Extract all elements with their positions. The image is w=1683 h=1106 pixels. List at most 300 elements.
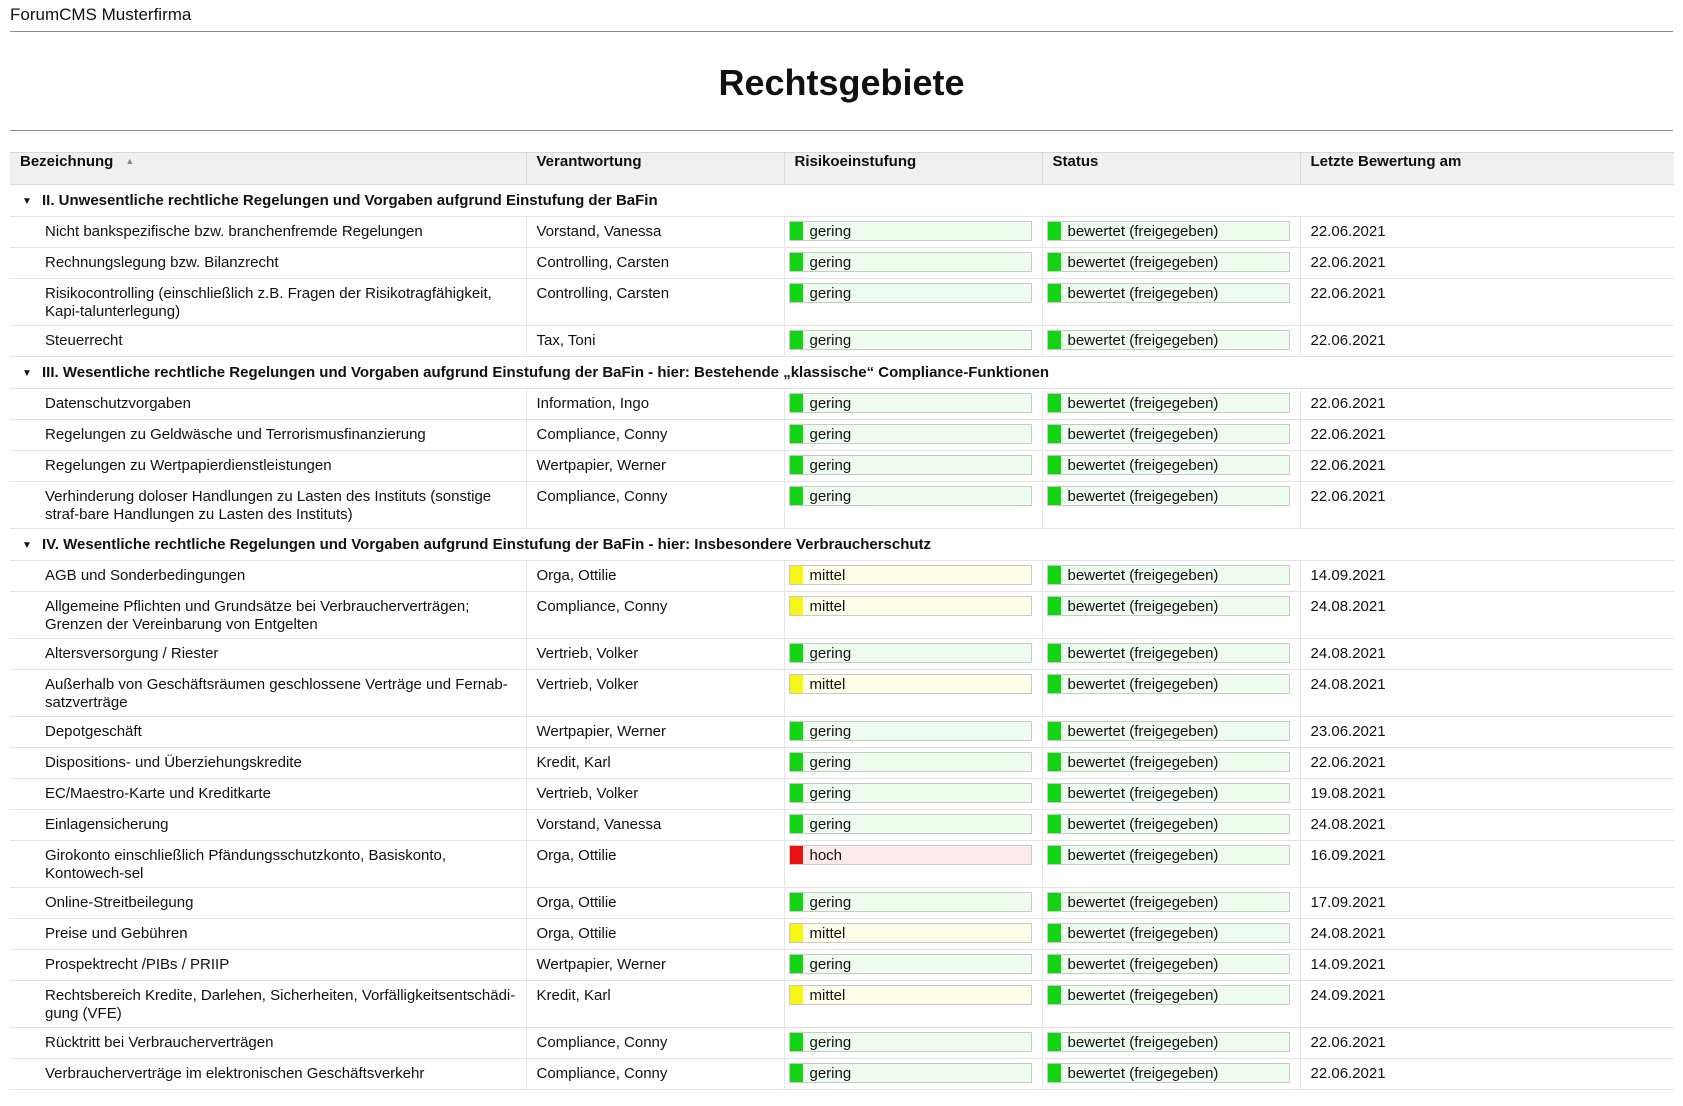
column-header-label: Bezeichnung bbox=[20, 153, 114, 170]
risk-level-indicator bbox=[790, 675, 803, 694]
cell-bezeichnung[interactable]: Außerhalb von Geschäftsräumen geschlossene Verträge und Fernab-satzverträge bbox=[45, 676, 508, 711]
risk-badge bbox=[789, 424, 1032, 444]
group-title: II. Unwesentliche rechtliche Regelungen und Vorgaben aufgrund Einstufung der BaFin bbox=[42, 192, 658, 209]
risk-level-indicator bbox=[790, 1064, 803, 1083]
cell-letzte-bewertung: 24.09.2021 bbox=[1300, 981, 1674, 1028]
cell-verantwortung: Vertrieb, Volker bbox=[526, 639, 784, 670]
status-label: bewertet (freigegeben) bbox=[1067, 956, 1219, 973]
status-badge bbox=[1047, 424, 1290, 444]
cell-risikoeinstufung bbox=[784, 841, 1042, 888]
collapse-caret-icon[interactable]: ▼ bbox=[22, 540, 32, 551]
cell-bezeichnung[interactable]: Einlagensicherung bbox=[45, 816, 169, 833]
status-indicator bbox=[1048, 597, 1061, 616]
risk-badge bbox=[789, 845, 1032, 865]
status-label: bewertet (freigegeben) bbox=[1067, 488, 1219, 505]
risk-label: gering bbox=[809, 956, 852, 973]
status-badge bbox=[1047, 393, 1290, 413]
cell-risikoeinstufung bbox=[784, 326, 1042, 357]
cell-verantwortung: Orga, Ottilie bbox=[526, 888, 784, 919]
status-indicator bbox=[1048, 675, 1061, 694]
risk-level-indicator bbox=[790, 784, 803, 803]
cell-status bbox=[1042, 279, 1300, 326]
risk-label: gering bbox=[809, 1065, 852, 1082]
status-label: bewertet (freigegeben) bbox=[1067, 332, 1219, 349]
status-badge bbox=[1047, 845, 1290, 865]
cell-status bbox=[1042, 1028, 1300, 1059]
table-row[interactable] bbox=[10, 779, 1674, 810]
risk-label: gering bbox=[809, 426, 852, 443]
cell-verantwortung: Orga, Ottilie bbox=[526, 841, 784, 888]
table-row[interactable] bbox=[10, 919, 1674, 950]
status-indicator bbox=[1048, 456, 1061, 475]
cell-bezeichnung[interactable]: Rechnungslegung bzw. Bilanzrecht bbox=[45, 254, 279, 271]
cell-status bbox=[1042, 888, 1300, 919]
table-row[interactable] bbox=[10, 420, 1674, 451]
cell-risikoeinstufung bbox=[784, 981, 1042, 1028]
cell-bezeichnung[interactable]: Dispositions- und Überziehungskredite bbox=[45, 754, 302, 771]
cell-verantwortung: Wertpapier, Werner bbox=[526, 950, 784, 981]
status-badge bbox=[1047, 643, 1290, 663]
cell-bezeichnung[interactable]: Preise und Gebühren bbox=[45, 925, 188, 942]
cell-status bbox=[1042, 248, 1300, 279]
status-label: bewertet (freigegeben) bbox=[1067, 426, 1219, 443]
risk-level-indicator bbox=[790, 722, 803, 741]
status-indicator bbox=[1048, 253, 1061, 272]
table-header-row bbox=[10, 153, 1674, 185]
table-row[interactable] bbox=[10, 592, 1674, 639]
status-indicator bbox=[1048, 284, 1061, 303]
status-indicator bbox=[1048, 644, 1061, 663]
table-row[interactable] bbox=[10, 639, 1674, 670]
cell-bezeichnung[interactable]: Regelungen zu Geldwäsche und Terrorismusfinanzierung bbox=[45, 426, 426, 443]
status-badge bbox=[1047, 783, 1290, 803]
status-badge bbox=[1047, 565, 1290, 585]
cell-bezeichnung[interactable]: Online-Streitbeilegung bbox=[45, 894, 194, 911]
risk-label: gering bbox=[809, 395, 852, 412]
risk-badge bbox=[789, 596, 1032, 616]
risk-level-indicator bbox=[790, 924, 803, 943]
table-row[interactable] bbox=[10, 561, 1674, 592]
cell-bezeichnung[interactable]: Rücktritt bei Verbraucherverträgen bbox=[45, 1034, 274, 1051]
cell-bezeichnung[interactable]: Prospektrecht /PIBs / PRIIP bbox=[45, 956, 230, 973]
status-label: bewertet (freigegeben) bbox=[1067, 285, 1219, 302]
status-label: bewertet (freigegeben) bbox=[1067, 567, 1219, 584]
status-indicator bbox=[1048, 1033, 1061, 1052]
risk-badge bbox=[789, 455, 1032, 475]
cell-letzte-bewertung: 22.06.2021 bbox=[1300, 748, 1674, 779]
risk-level-indicator bbox=[790, 986, 803, 1005]
cell-risikoeinstufung bbox=[784, 451, 1042, 482]
cell-letzte-bewertung: 22.06.2021 bbox=[1300, 389, 1674, 420]
cell-risikoeinstufung bbox=[784, 561, 1042, 592]
risk-label: mittel bbox=[809, 598, 846, 615]
cell-letzte-bewertung: 24.08.2021 bbox=[1300, 919, 1674, 950]
status-label: bewertet (freigegeben) bbox=[1067, 816, 1219, 833]
cell-letzte-bewertung: 23.06.2021 bbox=[1300, 717, 1674, 748]
risk-level-indicator bbox=[790, 815, 803, 834]
cell-letzte-bewertung: 22.06.2021 bbox=[1300, 482, 1674, 529]
cell-bezeichnung[interactable]: Girokonto einschließlich Pfändungsschutzkonto, Basiskonto, Kontowech-sel bbox=[45, 847, 447, 882]
status-label: bewertet (freigegeben) bbox=[1067, 1034, 1219, 1051]
cell-letzte-bewertung: 17.09.2021 bbox=[1300, 888, 1674, 919]
status-badge bbox=[1047, 674, 1290, 694]
cell-verantwortung: Tax, Toni bbox=[526, 326, 784, 357]
status-label: bewertet (freigegeben) bbox=[1067, 254, 1219, 271]
status-label: bewertet (freigegeben) bbox=[1067, 1065, 1219, 1082]
status-badge bbox=[1047, 486, 1290, 506]
status-indicator bbox=[1048, 722, 1061, 741]
status-badge bbox=[1047, 455, 1290, 475]
table-row[interactable] bbox=[10, 1028, 1674, 1059]
status-indicator bbox=[1048, 425, 1061, 444]
status-indicator bbox=[1048, 924, 1061, 943]
group-title: III. Wesentliche rechtliche Regelungen und Vorgaben aufgrund Einstufung der BaFin - hier: Bestehende „klassische“ Compliance-Funktionen bbox=[42, 364, 1050, 381]
table-row[interactable] bbox=[10, 810, 1674, 841]
cell-bezeichnung[interactable]: AGB und Sonderbedingungen bbox=[45, 567, 246, 584]
table-row[interactable] bbox=[10, 248, 1674, 279]
group-row[interactable] bbox=[10, 185, 1674, 217]
cell-letzte-bewertung: 24.08.2021 bbox=[1300, 810, 1674, 841]
cell-risikoeinstufung bbox=[784, 592, 1042, 639]
cell-status bbox=[1042, 919, 1300, 950]
column-header-risikoeinstufung[interactable]: Risikoeinstufung bbox=[784, 153, 1042, 185]
risk-level-indicator bbox=[790, 597, 803, 616]
cell-status bbox=[1042, 420, 1300, 451]
risk-label: mittel bbox=[809, 987, 846, 1004]
app-title: ForumCMS Musterfirma bbox=[10, 5, 192, 24]
cell-verantwortung: Compliance, Conny bbox=[526, 482, 784, 529]
risk-label: gering bbox=[809, 254, 852, 271]
cell-verantwortung: Vorstand, Vanessa bbox=[526, 217, 784, 248]
legal-areas-table bbox=[10, 152, 1674, 1090]
cell-status bbox=[1042, 389, 1300, 420]
risk-label: mittel bbox=[809, 925, 846, 942]
status-label: bewertet (freigegeben) bbox=[1067, 723, 1219, 740]
cell-bezeichnung[interactable]: Altersversorgung / Riester bbox=[45, 645, 219, 662]
table-row[interactable] bbox=[10, 1059, 1674, 1090]
status-label: bewertet (freigegeben) bbox=[1067, 598, 1219, 615]
group-cell bbox=[10, 185, 1674, 217]
table-row[interactable] bbox=[10, 748, 1674, 779]
column-header-bezeichnung[interactable] bbox=[10, 153, 526, 185]
table-row[interactable] bbox=[10, 950, 1674, 981]
status-badge bbox=[1047, 1032, 1290, 1052]
risk-label: gering bbox=[809, 457, 852, 474]
sort-ascending-icon[interactable]: ▲ bbox=[125, 156, 135, 166]
cell-status bbox=[1042, 950, 1300, 981]
status-badge bbox=[1047, 330, 1290, 350]
status-indicator bbox=[1048, 753, 1061, 772]
cell-risikoeinstufung bbox=[784, 248, 1042, 279]
status-badge bbox=[1047, 954, 1290, 974]
column-header-status[interactable]: Status bbox=[1042, 153, 1300, 185]
status-indicator bbox=[1048, 222, 1061, 241]
cell-status bbox=[1042, 748, 1300, 779]
table-row[interactable] bbox=[10, 888, 1674, 919]
cell-letzte-bewertung: 16.09.2021 bbox=[1300, 841, 1674, 888]
cell-letzte-bewertung: 22.06.2021 bbox=[1300, 279, 1674, 326]
cell-risikoeinstufung bbox=[784, 748, 1042, 779]
cell-risikoeinstufung bbox=[784, 482, 1042, 529]
risk-badge bbox=[789, 985, 1032, 1005]
cell-risikoeinstufung bbox=[784, 950, 1042, 981]
table-row[interactable] bbox=[10, 279, 1674, 326]
cell-status bbox=[1042, 779, 1300, 810]
cell-letzte-bewertung: 22.06.2021 bbox=[1300, 420, 1674, 451]
risk-label: mittel bbox=[809, 567, 846, 584]
cell-verantwortung: Compliance, Conny bbox=[526, 1059, 784, 1090]
risk-level-indicator bbox=[790, 394, 803, 413]
column-header-verantwortung[interactable]: Verantwortung bbox=[526, 153, 784, 185]
status-label: bewertet (freigegeben) bbox=[1067, 645, 1219, 662]
risk-label: gering bbox=[809, 332, 852, 349]
risk-badge bbox=[789, 783, 1032, 803]
cell-risikoeinstufung bbox=[784, 217, 1042, 248]
cell-letzte-bewertung: 22.06.2021 bbox=[1300, 326, 1674, 357]
status-indicator bbox=[1048, 566, 1061, 585]
status-label: bewertet (freigegeben) bbox=[1067, 676, 1219, 693]
cell-verantwortung: Vertrieb, Volker bbox=[526, 670, 784, 717]
status-label: bewertet (freigegeben) bbox=[1067, 847, 1219, 864]
cell-bezeichnung[interactable]: Allgemeine Pflichten und Grundsätze bei Verbraucherverträgen; Grenzen der Vereinbarung von Entgelten bbox=[45, 598, 470, 633]
cell-risikoeinstufung bbox=[784, 779, 1042, 810]
risk-badge bbox=[789, 892, 1032, 912]
cell-status bbox=[1042, 841, 1300, 888]
risk-badge bbox=[789, 393, 1032, 413]
status-indicator bbox=[1048, 893, 1061, 912]
cell-letzte-bewertung: 22.06.2021 bbox=[1300, 1028, 1674, 1059]
status-badge bbox=[1047, 892, 1290, 912]
status-label: bewertet (freigegeben) bbox=[1067, 785, 1219, 802]
status-indicator bbox=[1048, 986, 1061, 1005]
table-row[interactable] bbox=[10, 389, 1674, 420]
risk-level-indicator bbox=[790, 753, 803, 772]
status-badge bbox=[1047, 923, 1290, 943]
status-label: bewertet (freigegeben) bbox=[1067, 457, 1219, 474]
cell-status bbox=[1042, 451, 1300, 482]
cell-bezeichnung[interactable]: Depotgeschäft bbox=[45, 723, 142, 740]
risk-badge bbox=[789, 565, 1032, 585]
risk-label: gering bbox=[809, 1034, 852, 1051]
risk-badge bbox=[789, 954, 1032, 974]
cell-verantwortung: Controlling, Carsten bbox=[526, 279, 784, 326]
cell-verantwortung: Compliance, Conny bbox=[526, 1028, 784, 1059]
cell-letzte-bewertung: 24.08.2021 bbox=[1300, 592, 1674, 639]
risk-badge bbox=[789, 1063, 1032, 1083]
status-label: bewertet (freigegeben) bbox=[1067, 894, 1219, 911]
group-row[interactable] bbox=[10, 529, 1674, 561]
cell-risikoeinstufung bbox=[784, 1028, 1042, 1059]
risk-badge bbox=[789, 814, 1032, 834]
cell-verantwortung: Information, Ingo bbox=[526, 389, 784, 420]
status-badge bbox=[1047, 1063, 1290, 1083]
status-badge bbox=[1047, 283, 1290, 303]
risk-level-indicator bbox=[790, 893, 803, 912]
risk-label: gering bbox=[809, 645, 852, 662]
cell-letzte-bewertung: 22.06.2021 bbox=[1300, 451, 1674, 482]
risk-level-indicator bbox=[790, 222, 803, 241]
risk-label: mittel bbox=[809, 676, 846, 693]
cell-verantwortung: Vorstand, Vanessa bbox=[526, 810, 784, 841]
risk-label: gering bbox=[809, 285, 852, 302]
cell-letzte-bewertung: 24.08.2021 bbox=[1300, 639, 1674, 670]
risk-badge bbox=[789, 674, 1032, 694]
group-cell bbox=[10, 357, 1674, 389]
cell-status bbox=[1042, 670, 1300, 717]
status-badge bbox=[1047, 752, 1290, 772]
risk-badge bbox=[789, 486, 1032, 506]
risk-level-indicator bbox=[790, 331, 803, 350]
risk-badge bbox=[789, 643, 1032, 663]
cell-status bbox=[1042, 981, 1300, 1028]
risk-level-indicator bbox=[790, 955, 803, 974]
cell-status bbox=[1042, 639, 1300, 670]
title-divider bbox=[10, 130, 1673, 131]
risk-badge bbox=[789, 721, 1032, 741]
risk-badge bbox=[789, 221, 1032, 241]
risk-level-indicator bbox=[790, 456, 803, 475]
cell-bezeichnung[interactable]: Verhinderung doloser Handlungen zu Lasten des Instituts (sonstige straf-bare Handlungen zu Lasten des Instituts) bbox=[45, 488, 492, 523]
cell-bezeichnung[interactable]: Verbraucherverträge im elektronischen Geschäftsverkehr bbox=[45, 1065, 425, 1082]
cell-status bbox=[1042, 326, 1300, 357]
status-badge bbox=[1047, 252, 1290, 272]
cell-risikoeinstufung bbox=[784, 420, 1042, 451]
cell-letzte-bewertung: 22.06.2021 bbox=[1300, 1059, 1674, 1090]
cell-verantwortung: Wertpapier, Werner bbox=[526, 717, 784, 748]
status-indicator bbox=[1048, 846, 1061, 865]
risk-badge bbox=[789, 330, 1032, 350]
risk-badge bbox=[789, 923, 1032, 943]
table-row[interactable] bbox=[10, 326, 1674, 357]
cell-verantwortung: Wertpapier, Werner bbox=[526, 451, 784, 482]
cell-risikoeinstufung bbox=[784, 670, 1042, 717]
cell-bezeichnung[interactable]: Nicht bankspezifische bzw. branchenfremde Regelungen bbox=[45, 223, 423, 240]
risk-label: gering bbox=[809, 754, 852, 771]
cell-risikoeinstufung bbox=[784, 389, 1042, 420]
cell-verantwortung: Vertrieb, Volker bbox=[526, 779, 784, 810]
group-row[interactable] bbox=[10, 357, 1674, 389]
status-indicator bbox=[1048, 1064, 1061, 1083]
status-badge bbox=[1047, 721, 1290, 741]
risk-level-indicator bbox=[790, 253, 803, 272]
cell-status bbox=[1042, 482, 1300, 529]
status-label: bewertet (freigegeben) bbox=[1067, 395, 1219, 412]
status-badge bbox=[1047, 221, 1290, 241]
cell-verantwortung: Orga, Ottilie bbox=[526, 561, 784, 592]
cell-bezeichnung[interactable]: EC/Maestro-Karte und Kreditkarte bbox=[45, 785, 271, 802]
status-badge bbox=[1047, 596, 1290, 616]
cell-verantwortung: Kredit, Karl bbox=[526, 981, 784, 1028]
risk-label: gering bbox=[809, 488, 852, 505]
risk-label: gering bbox=[809, 816, 852, 833]
cell-status bbox=[1042, 1059, 1300, 1090]
cell-status bbox=[1042, 217, 1300, 248]
group-cell bbox=[10, 529, 1674, 561]
table-row[interactable] bbox=[10, 217, 1674, 248]
status-label: bewertet (freigegeben) bbox=[1067, 223, 1219, 240]
risk-label: gering bbox=[809, 785, 852, 802]
cell-status bbox=[1042, 561, 1300, 592]
status-indicator bbox=[1048, 331, 1061, 350]
cell-letzte-bewertung: 14.09.2021 bbox=[1300, 561, 1674, 592]
cell-verantwortung: Compliance, Conny bbox=[526, 592, 784, 639]
risk-badge bbox=[789, 252, 1032, 272]
cell-verantwortung: Controlling, Carsten bbox=[526, 248, 784, 279]
top-bar bbox=[10, 0, 1673, 32]
collapse-caret-icon[interactable]: ▼ bbox=[22, 196, 32, 207]
cell-bezeichnung[interactable]: Risikocontrolling (einschließlich z.B. Fragen der Risikotragfähigkeit, Kapi-talunterlegung) bbox=[45, 285, 492, 320]
table-row[interactable] bbox=[10, 981, 1674, 1028]
collapse-caret-icon[interactable]: ▼ bbox=[22, 368, 32, 379]
risk-level-indicator bbox=[790, 425, 803, 444]
risk-level-indicator bbox=[790, 846, 803, 865]
risk-label: hoch bbox=[809, 847, 843, 864]
cell-status bbox=[1042, 592, 1300, 639]
risk-label: gering bbox=[809, 223, 852, 240]
page-title: Rechtsgebiete bbox=[718, 62, 965, 103]
status-indicator bbox=[1048, 487, 1061, 506]
cell-status bbox=[1042, 717, 1300, 748]
cell-bezeichnung[interactable]: Regelungen zu Wertpapierdienstleistungen bbox=[45, 457, 332, 474]
table-row[interactable] bbox=[10, 841, 1674, 888]
risk-level-indicator bbox=[790, 487, 803, 506]
table-row[interactable] bbox=[10, 482, 1674, 529]
risk-level-indicator bbox=[790, 284, 803, 303]
cell-risikoeinstufung bbox=[784, 279, 1042, 326]
cell-risikoeinstufung bbox=[784, 639, 1042, 670]
table-row[interactable] bbox=[10, 717, 1674, 748]
status-indicator bbox=[1048, 955, 1061, 974]
status-indicator bbox=[1048, 815, 1061, 834]
status-badge bbox=[1047, 985, 1290, 1005]
cell-letzte-bewertung: 22.06.2021 bbox=[1300, 217, 1674, 248]
risk-label: gering bbox=[809, 723, 852, 740]
status-badge bbox=[1047, 814, 1290, 834]
cell-risikoeinstufung bbox=[784, 888, 1042, 919]
risk-level-indicator bbox=[790, 644, 803, 663]
risk-badge bbox=[789, 752, 1032, 772]
cell-risikoeinstufung bbox=[784, 717, 1042, 748]
table-row[interactable] bbox=[10, 670, 1674, 717]
cell-letzte-bewertung: 24.08.2021 bbox=[1300, 670, 1674, 717]
status-indicator bbox=[1048, 394, 1061, 413]
status-label: bewertet (freigegeben) bbox=[1067, 754, 1219, 771]
status-label: bewertet (freigegeben) bbox=[1067, 925, 1219, 942]
cell-bezeichnung[interactable]: Datenschutzvorgaben bbox=[45, 395, 191, 412]
cell-verantwortung: Orga, Ottilie bbox=[526, 919, 784, 950]
risk-label: gering bbox=[809, 894, 852, 911]
cell-risikoeinstufung bbox=[784, 1059, 1042, 1090]
risk-badge bbox=[789, 1032, 1032, 1052]
table-row[interactable] bbox=[10, 451, 1674, 482]
cell-letzte-bewertung: 14.09.2021 bbox=[1300, 950, 1674, 981]
cell-bezeichnung[interactable]: Steuerrecht bbox=[45, 332, 123, 349]
cell-verantwortung: Kredit, Karl bbox=[526, 748, 784, 779]
cell-bezeichnung[interactable]: Rechtsbereich Kredite, Darlehen, Sicherheiten, Vorfälligkeitsentschädi-gung (VFE) bbox=[45, 987, 516, 1022]
risk-level-indicator bbox=[790, 1033, 803, 1052]
cell-verantwortung: Compliance, Conny bbox=[526, 420, 784, 451]
cell-risikoeinstufung bbox=[784, 919, 1042, 950]
cell-risikoeinstufung bbox=[784, 810, 1042, 841]
table-body bbox=[10, 185, 1674, 1090]
cell-status bbox=[1042, 810, 1300, 841]
column-header-letzte-bewertung[interactable]: Letzte Bewertung am bbox=[1300, 153, 1674, 185]
risk-badge bbox=[789, 283, 1032, 303]
group-title: IV. Wesentliche rechtliche Regelungen und Vorgaben aufgrund Einstufung der BaFin - hier: Insbesondere Verbraucherschutz bbox=[42, 536, 932, 553]
cell-letzte-bewertung: 19.08.2021 bbox=[1300, 779, 1674, 810]
status-label: bewertet (freigegeben) bbox=[1067, 987, 1219, 1004]
cell-letzte-bewertung: 22.06.2021 bbox=[1300, 248, 1674, 279]
